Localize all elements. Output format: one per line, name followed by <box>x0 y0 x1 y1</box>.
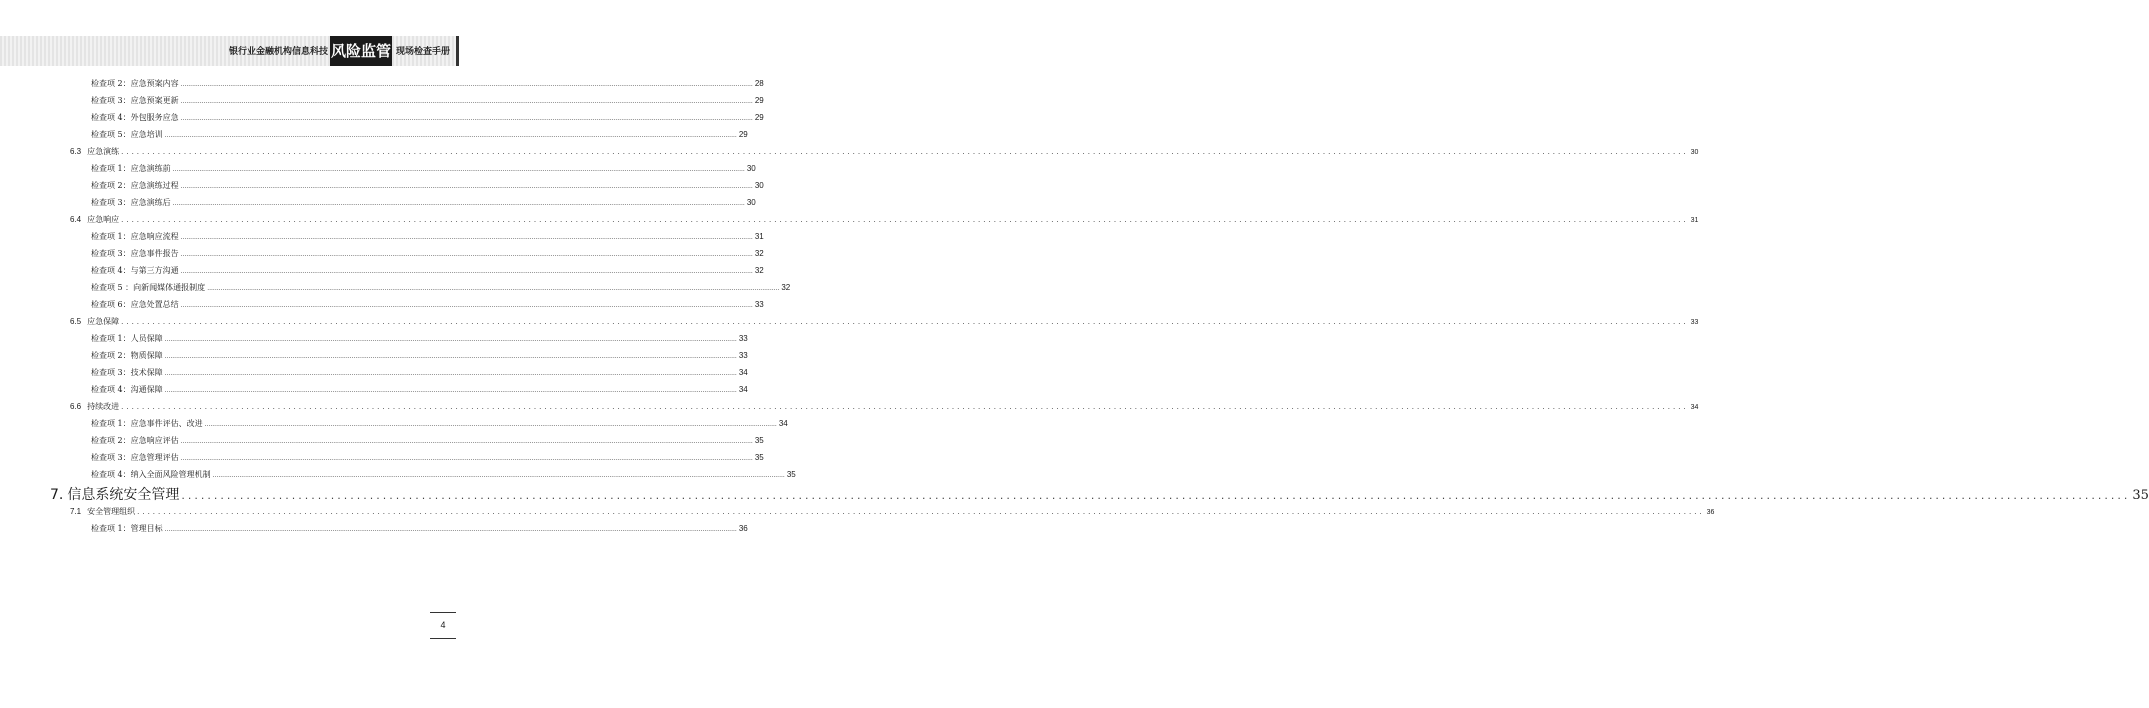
toc-entry[interactable] <box>91 333 748 344</box>
toc-entry-label: 应急演练 <box>87 147 120 156</box>
toc-entry-label: 检查项 1：应急事件评估、改进 <box>91 419 203 428</box>
toc-entry[interactable] <box>91 129 748 140</box>
toc-entry-label: 检查项 3：应急演练后 <box>91 198 171 207</box>
toc-entry-page: 29 <box>754 113 764 122</box>
dot-leader: ............................................................................................................................................................................................................................................................................................................ <box>180 234 753 241</box>
toc-section-entry[interactable] <box>70 506 1715 517</box>
toc-entry-page: 34 <box>738 385 748 394</box>
dot-leader: ............................................................................................................................................................................................................................................................................................................ <box>172 200 745 207</box>
toc-entry-label: 检查项 4：与第三方沟通 <box>91 266 179 275</box>
header-edge-bar <box>456 36 459 66</box>
dot-leader: ............................................................................................................................................................................................................................................................................................................ <box>204 421 777 428</box>
toc-entry[interactable] <box>91 418 788 429</box>
toc-entry-label: 检查项 1：应急响应流程 <box>91 232 179 241</box>
dot-leader: ............................................................................................................................................................................................................................................................................................................ <box>180 81 753 88</box>
toc-entry-label: 检查项 4：纳入全面风险管理机制 <box>91 470 211 479</box>
toc-entry-page: 35 <box>2132 488 2149 503</box>
dot-leader: ............................................................................................................................................................................................................................................................................................................ <box>212 472 785 479</box>
dot-leader: ............................................................................................................................................................................................................................................................................................................ <box>181 489 2131 502</box>
toc-section-number: 6.6 <box>70 402 82 411</box>
dot-leader: ............................................................................................................................................................................................................................................................................................................ <box>164 132 737 139</box>
toc-section-entry[interactable] <box>70 146 1699 157</box>
dot-leader: ............................................................................................................................................................................................................................................................................................................ <box>121 318 1689 326</box>
toc-entry-page: 31 <box>754 232 764 241</box>
toc-entry[interactable] <box>91 163 756 174</box>
toc-entry[interactable] <box>91 367 748 378</box>
toc-entry-label: 检查项 3：应急预案更新 <box>91 96 179 105</box>
toc-entry[interactable] <box>91 435 764 446</box>
toc-entry[interactable] <box>91 523 748 534</box>
dot-leader: ............................................................................................................................................................................................................................................................................................................ <box>164 336 737 343</box>
toc-entry[interactable] <box>91 452 764 463</box>
toc-chapter-entry[interactable] <box>50 484 2149 504</box>
toc-entry-label: 检查项 5：应急培训 <box>91 130 163 139</box>
toc-entry-page: 33 <box>738 351 748 360</box>
toc-entry-label: 检查项 3：应急事件报告 <box>91 249 179 258</box>
toc-entry-label: 检查项 5 ：向新闻媒体通报制度 <box>91 283 206 292</box>
page-number: 4 <box>440 620 446 630</box>
toc-entry-page: 36 <box>1706 509 1715 516</box>
dot-leader: ............................................................................................................................................................................................................................................................................................................ <box>164 387 737 394</box>
toc-section-number: 6.5 <box>70 317 82 326</box>
toc-entry-page: 28 <box>754 79 764 88</box>
toc-entry[interactable] <box>91 299 764 310</box>
toc-entry-page: 29 <box>738 130 748 139</box>
dot-leader: ............................................................................................................................................................................................................................................................................................................ <box>180 455 753 462</box>
toc-entry-page: 34 <box>738 368 748 377</box>
toc-entry-page: 31 <box>1690 217 1699 224</box>
toc-entry-page: 32 <box>754 249 764 258</box>
toc-entry-page: 33 <box>738 334 748 343</box>
dot-leader: ............................................................................................................................................................................................................................................................................................................ <box>180 268 753 275</box>
toc-entry[interactable] <box>91 384 748 395</box>
toc-entry-page: 35 <box>754 436 764 445</box>
toc-entry[interactable] <box>91 231 764 242</box>
dot-leader: ............................................................................................................................................................................................................................................................................................................ <box>164 526 737 533</box>
toc-entry[interactable] <box>91 112 764 123</box>
toc-entry[interactable] <box>91 78 764 89</box>
toc-entry-label: 应急保障 <box>87 317 120 326</box>
toc-entry-page: 34 <box>1690 404 1699 411</box>
toc-entry[interactable] <box>91 248 764 259</box>
toc-section-number: 7.1 <box>70 507 82 516</box>
toc-entry[interactable] <box>91 350 748 361</box>
toc-entry-page: 36 <box>738 524 748 533</box>
dot-leader: ............................................................................................................................................................................................................................................................................................................ <box>180 438 753 445</box>
dot-leader: ............................................................................................................................................................................................................................................................................................................ <box>172 166 745 173</box>
toc-entry-label: 检查项 6：应急处置总结 <box>91 300 179 309</box>
toc-entry-label: 检查项 4：沟通保障 <box>91 385 163 394</box>
header-right-title: 现场检查手册 <box>396 47 451 57</box>
toc-entry[interactable] <box>91 469 796 480</box>
toc-entry-page: 30 <box>1690 149 1699 156</box>
toc-entry-label: 检查项 1：人员保障 <box>91 334 163 343</box>
toc-entry[interactable] <box>91 180 764 191</box>
toc-entry-page: 33 <box>1690 319 1699 326</box>
toc-entry-label: 持续改进 <box>87 402 120 411</box>
toc-entry-label: 检查项 2：应急预案内容 <box>91 79 179 88</box>
header-boxed-title: 风险监管 <box>330 36 392 66</box>
toc-entry-page: 34 <box>778 419 788 428</box>
toc-section-entry[interactable] <box>70 401 1699 412</box>
dot-leader: ............................................................................................................................................................................................................................................................................................................ <box>121 148 1689 156</box>
toc-entry-page: 30 <box>746 164 756 173</box>
toc-entry[interactable] <box>91 197 756 208</box>
toc-entry-page: 30 <box>754 181 764 190</box>
dot-leader: ............................................................................................................................................................................................................................................................................................................ <box>180 98 753 105</box>
toc-entry-label: 检查项 3：技术保障 <box>91 368 163 377</box>
toc-entry-page: 30 <box>746 198 756 207</box>
dot-leader: ............................................................................................................................................................................................................................................................................................................ <box>180 183 753 190</box>
toc-entry-page: 29 <box>754 96 764 105</box>
dot-leader: ............................................................................................................................................................................................................................................................................................................ <box>121 403 1689 411</box>
toc-section-entry[interactable] <box>70 316 1699 327</box>
toc-entry-label: 检查项 1：应急演练前 <box>91 164 171 173</box>
toc-entry-label: 应急响应 <box>87 215 120 224</box>
toc-entry[interactable] <box>91 265 764 276</box>
toc-entry-label: 检查项 2：物质保障 <box>91 351 163 360</box>
dot-leader: ............................................................................................................................................................................................................................................................................................................ <box>121 216 1689 224</box>
toc-entry[interactable] <box>91 282 791 293</box>
toc-entry-label: 检查项 1：管理目标 <box>91 524 163 533</box>
header-left-title: 银行业金融机构信息科技 <box>228 47 328 57</box>
toc-section-number: 6.3 <box>70 147 82 156</box>
toc-entry-page: 32 <box>754 266 764 275</box>
toc-entry-page: 35 <box>786 470 796 479</box>
dot-leader: ............................................................................................................................................................................................................................................................................................................ <box>180 115 753 122</box>
toc-entry-page: 32 <box>781 283 791 292</box>
dot-leader: ............................................................................................................................................................................................................................................................................................................ <box>164 353 737 360</box>
toc-chapter-number: 7. <box>50 487 64 503</box>
toc-entry-page: 33 <box>754 300 764 309</box>
footer-rule-top <box>430 612 456 613</box>
toc-section-number: 6.4 <box>70 215 82 224</box>
toc-entry-label: 检查项 3：应急管理评估 <box>91 453 179 462</box>
toc-entry-label: 信息系统安全管理 <box>67 487 180 503</box>
toc-entry-page: 35 <box>754 453 764 462</box>
dot-leader: ............................................................................................................................................................................................................................................................................................................ <box>207 285 780 292</box>
toc-section-entry[interactable] <box>70 214 1699 225</box>
dot-leader: ............................................................................................................................................................................................................................................................................................................ <box>164 370 737 377</box>
dot-leader: ............................................................................................................................................................................................................................................................................................................ <box>180 251 753 258</box>
dot-leader: ............................................................................................................................................................................................................................................................................................................ <box>137 508 1705 516</box>
dot-leader: ............................................................................................................................................................................................................................................................................................................ <box>180 302 753 309</box>
toc-entry[interactable] <box>91 95 764 106</box>
footer-rule-bottom <box>430 638 456 639</box>
toc-entry-label: 检查项 2：应急演练过程 <box>91 181 179 190</box>
toc-entry-label: 安全管理组织 <box>87 507 136 516</box>
toc-entry-label: 检查项 4：外包服务应急 <box>91 113 179 122</box>
toc-entry-label: 检查项 2：应急响应评估 <box>91 436 179 445</box>
